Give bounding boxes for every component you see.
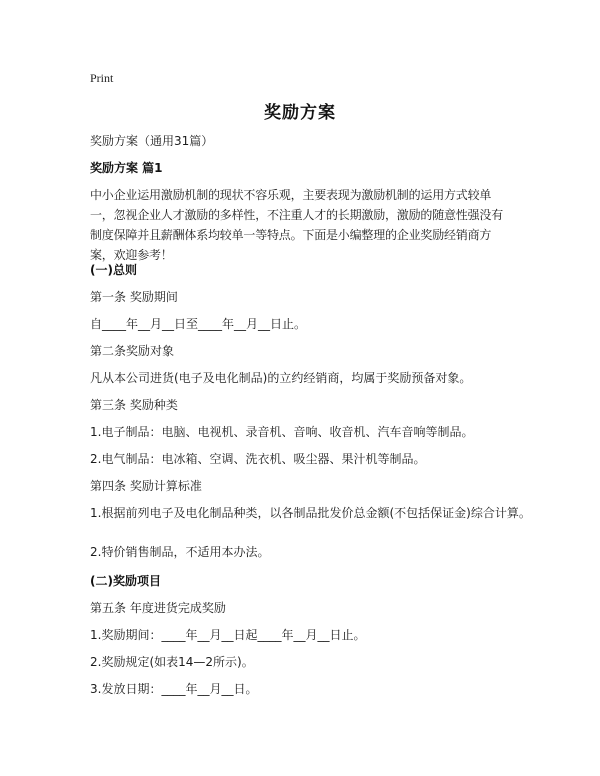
article5-title: 第五条 年度进货完成奖励 — [90, 601, 226, 615]
page-title: 奖励方案 — [264, 103, 336, 123]
article5-item3: 3.发放日期：____年__月__日。 — [90, 682, 258, 696]
article3-item1: 1.电子制品：电脑、电视机、录音机、音响、收音机、汽车音响等制品。 — [90, 425, 474, 439]
article3-title: 第三条 奖励种类 — [90, 398, 178, 412]
article5-item2: 2.奖励规定(如表14—2所示)。 — [90, 655, 254, 669]
section-heading: 奖励方案 篇1 — [90, 161, 163, 175]
article5-item1: 1.奖励期间：____年__月__日起____年__月__日止。 — [90, 628, 366, 642]
article2-text: 凡从本公司进货(电子及电化制品)的立约经销商，均属于奖励预备对象。 — [90, 371, 472, 385]
article1-text: 自____年__月__日至____年__月__日止。 — [90, 317, 307, 331]
article1-title: 第一条 奖励期间 — [90, 290, 178, 304]
article3-item2: 2.电气制品：电冰箱、空调、洗衣机、吸尘器、果汁机等制品。 — [90, 452, 426, 466]
article4-item1: 1.根据前列电子及电化制品种类，以各制品批发价总金额(不包括保证金)综合计算。 — [90, 506, 531, 520]
document-subtitle: 奖励方案（通用31篇） — [90, 134, 214, 148]
print-label: Print — [90, 71, 114, 85]
part2-heading: (二)奖励项目 — [90, 574, 161, 588]
intro-paragraph: 中小企业运用激励机制的现状不容乐观，主要表现为激励机制的运用方式较单一，忽视企业人才激励的多样性，不注重人才的长期激励，激励的随意性强没有制度保障并且薪酬体系均较单一等特点。下面是小编整理的企业奖励经销商方案，欢迎参考！ — [90, 188, 504, 262]
article4-item2: 2.特价销售制品，不适用本办法。 — [90, 545, 270, 559]
article4-title: 第四条 奖励计算标准 — [90, 479, 202, 493]
article2-title: 第二条奖励对象 — [90, 344, 175, 358]
part1-heading: (一)总则 — [90, 263, 137, 277]
